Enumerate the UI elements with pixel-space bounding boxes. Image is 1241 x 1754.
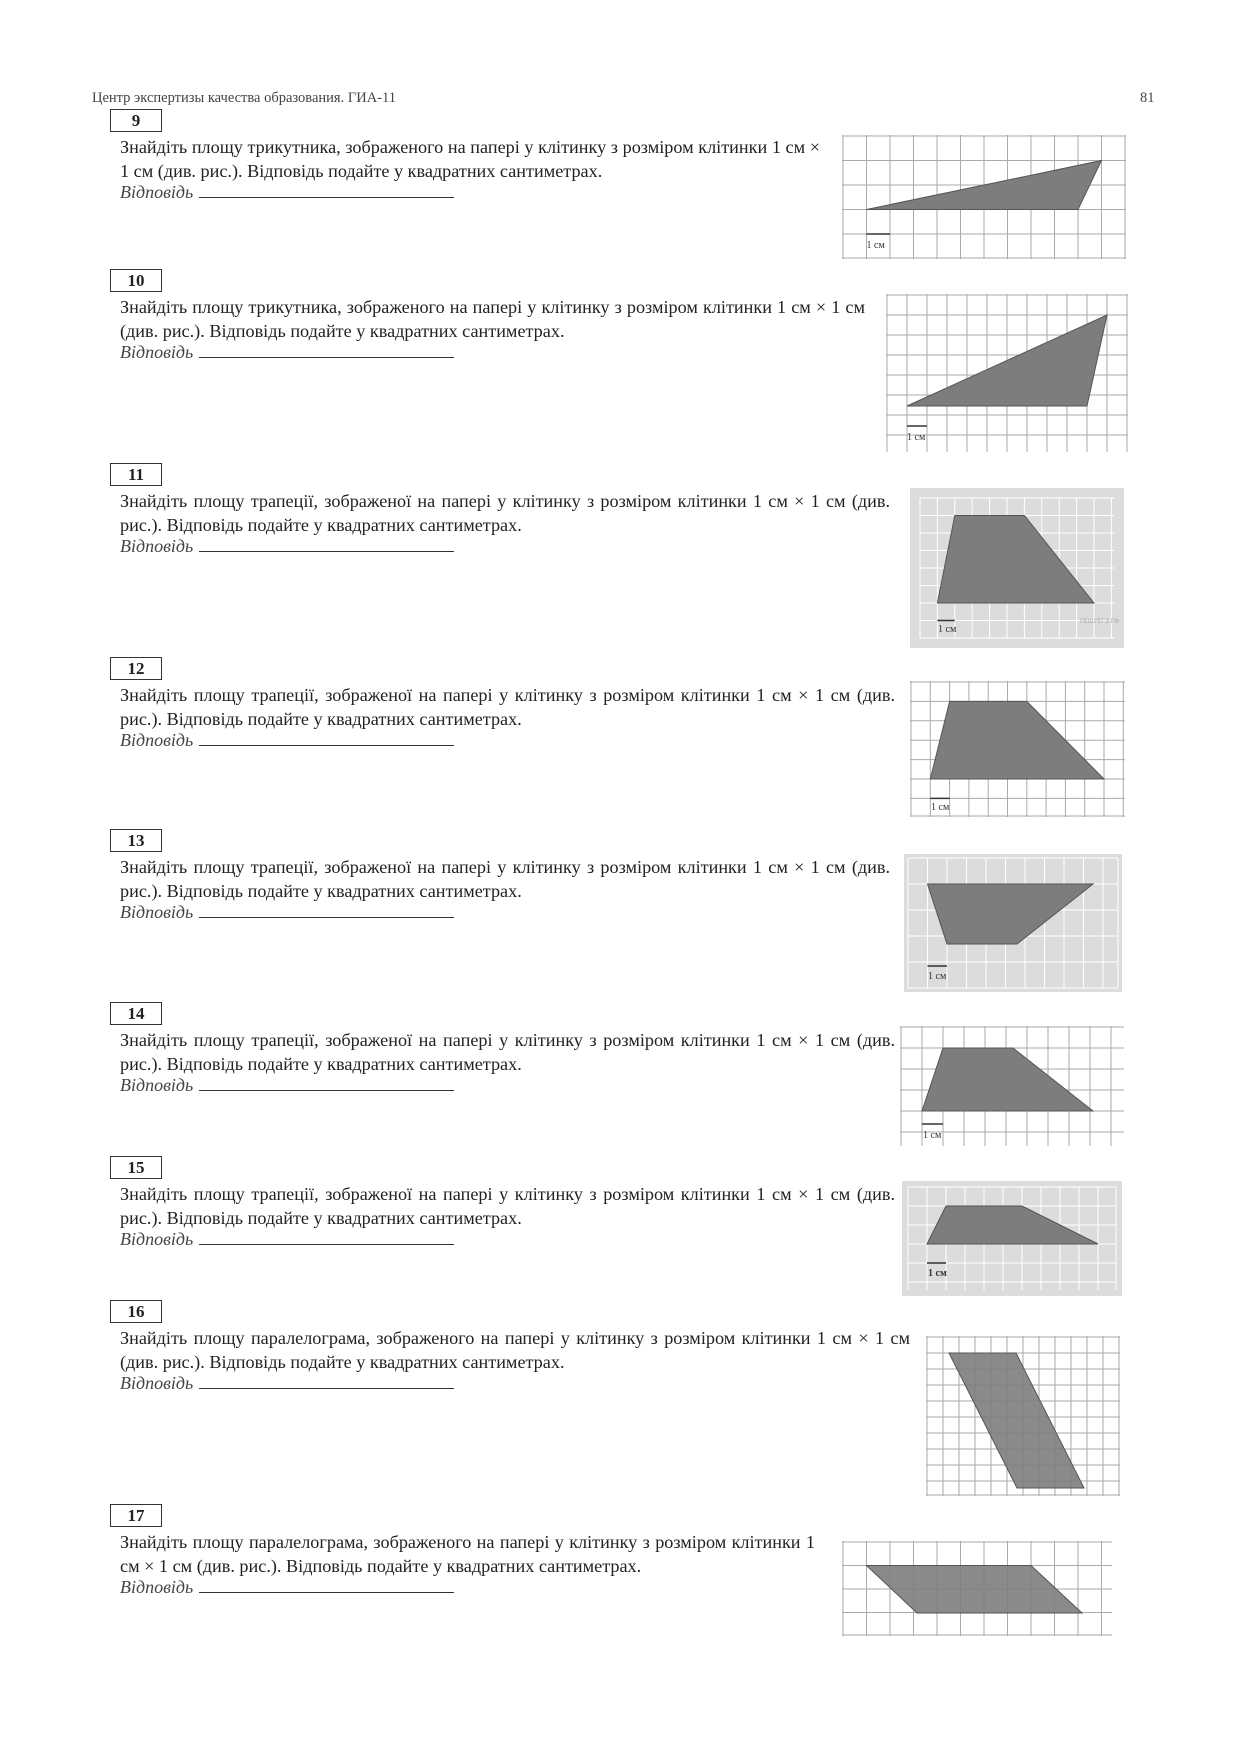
shape-trapezoid	[922, 1048, 1093, 1111]
answer-line[interactable]	[199, 537, 454, 552]
watermark: РЕШУЕГЭ.РФ	[1080, 619, 1120, 625]
answer-label: Відповідь	[120, 902, 194, 922]
answer-label: Відповідь	[120, 1075, 194, 1095]
answer-line[interactable]	[199, 343, 454, 358]
page-number: 81	[1140, 90, 1155, 106]
answer-label: Відповідь	[120, 1229, 194, 1249]
trapezoid-figure	[910, 681, 1125, 817]
task-number: 12	[110, 657, 162, 680]
page-header-title: Центр экспертизы качества образования. ГИА-11	[92, 90, 396, 106]
trapezoid-figure	[910, 488, 1124, 648]
shape-parallelogram	[867, 1566, 1083, 1614]
task-number: 14	[110, 1002, 162, 1025]
answer-label: Відповідь	[120, 730, 194, 750]
task-statement: Знайдіть площу трапеції, зображеної на папері у клітинку з розміром клітинки 1 см × 1 см (див. рис.). Відповідь подайте у квадратних сантиметрах.	[120, 857, 890, 901]
trapezoid-figure	[900, 1026, 1124, 1146]
task-statement: Знайдіть площу трапеції, зображеної на папері у клітинку з розміром клітинки 1 см × 1 см (див. рис.). Відповідь подайте у квадратних сантиметрах.	[120, 1184, 895, 1228]
answer-field[interactable]	[120, 1577, 454, 1598]
answer-label: Відповідь	[120, 1373, 194, 1393]
unit-label: 1 см	[866, 240, 885, 251]
triangle-figure	[886, 294, 1128, 452]
answer-line[interactable]	[199, 1230, 454, 1245]
unit-label: 1 см	[907, 432, 926, 443]
task-number: 9	[110, 109, 162, 132]
task-statement: Знайдіть площу трикутника, зображеного на папері у клітинку з розміром клітинки 1 см × 1 см (див. рис.). Відповідь подайте у квадратних сантиметрах.	[120, 297, 865, 341]
answer-line[interactable]	[199, 1578, 454, 1593]
answer-field[interactable]	[120, 182, 454, 203]
answer-field[interactable]	[120, 730, 454, 751]
task-statement: Знайдіть площу паралелограма, зображеного на папері у клітинку з розміром клітинки 1 см × 1 см (див. рис.). Відповідь подайте у квадратних сантиметрах.	[120, 1328, 910, 1372]
answer-field[interactable]	[120, 1373, 454, 1394]
unit-label: 1 см	[938, 624, 957, 635]
triangle-figure	[842, 135, 1126, 259]
task-number: 15	[110, 1156, 162, 1179]
answer-field[interactable]	[120, 1075, 454, 1096]
unit-label: 1 см	[928, 1268, 947, 1279]
unit-label: 1 см	[923, 1130, 942, 1141]
task-number: 10	[110, 269, 162, 292]
answer-field[interactable]	[120, 342, 454, 363]
task-statement: Знайдіть площу паралелограма, зображеного на папері у клітинку з розміром клітинки 1 см × 1 см (див. рис.). Відповідь подайте у квадратних сантиметрах.	[120, 1532, 815, 1576]
parallelogram-figure	[926, 1336, 1120, 1496]
task-statement: Знайдіть площу трапеції, зображеної на папері у клітинку з розміром клітинки 1 см × 1 см (див. рис.). Відповідь подайте у квадратних сантиметрах.	[120, 685, 895, 729]
answer-label: Відповідь	[120, 342, 194, 362]
answer-line[interactable]	[199, 903, 454, 918]
answer-line[interactable]	[199, 1374, 454, 1389]
answer-label: Відповідь	[120, 1577, 194, 1597]
answer-field[interactable]	[120, 902, 454, 923]
answer-label: Відповідь	[120, 182, 194, 202]
task-statement: Знайдіть площу трапеції, зображеної на папері у клітинку з розміром клітинки 1 см × 1 см (див. рис.). Відповідь подайте у квадратних сантиметрах.	[120, 491, 890, 535]
answer-label: Відповідь	[120, 536, 194, 556]
trapezoid-figure	[904, 854, 1122, 992]
task-statement: Знайдіть площу трикутника, зображеного на папері у клітинку з розміром клітинки 1 см × 1 см (див. рис.). Відповідь подайте у квадратних сантиметрах.	[120, 137, 820, 181]
answer-field[interactable]	[120, 1229, 454, 1250]
answer-field[interactable]	[120, 536, 454, 557]
parallelogram-figure	[842, 1541, 1112, 1636]
task-statement: Знайдіть площу трапеції, зображеної на папері у клітинку з розміром клітинки 1 см × 1 см (див. рис.). Відповідь подайте у квадратних сантиметрах.	[120, 1030, 895, 1074]
task-number: 16	[110, 1300, 162, 1323]
task-number: 13	[110, 829, 162, 852]
shape-parallelogram	[949, 1353, 1084, 1488]
unit-label: 1 см	[931, 802, 950, 813]
trapezoid-figure	[902, 1181, 1122, 1296]
answer-line[interactable]	[199, 183, 454, 198]
task-number: 17	[110, 1504, 162, 1527]
unit-label: 1 см	[928, 971, 947, 982]
answer-line[interactable]	[199, 731, 454, 746]
task-number: 11	[110, 463, 162, 486]
answer-line[interactable]	[199, 1076, 454, 1091]
